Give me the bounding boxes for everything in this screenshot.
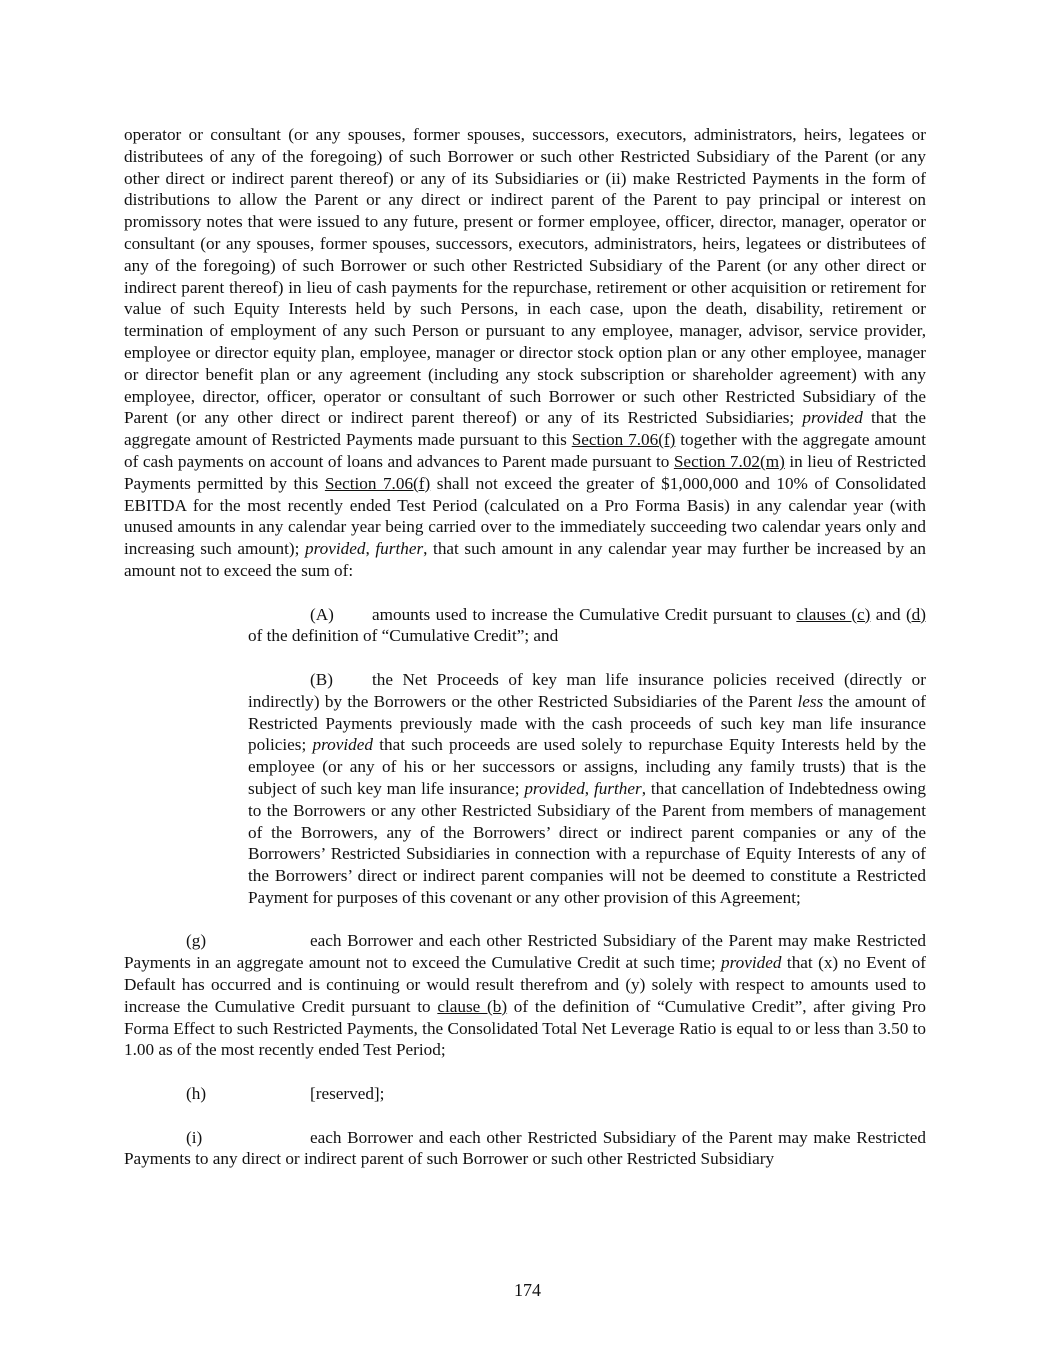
page-number: 174 bbox=[514, 1280, 541, 1300]
subclause-a: (A) amounts used to increase the Cumulative Credit pursuant to clauses (c) and (d) of the definition of “Cumulative Credit”; and bbox=[248, 604, 926, 646]
paragraph-intro: operator or consultant (or any spouses, former spouses, successors, executors, administrators, heirs, legatees or distributees of any of the foregoing) of such Borrower or such other Restricted Subsidiary of the Parent (or any other direct or indirect parent thereof) or any of its Subsidiaries or (ii) make Restricted Payments in the form of distributions to allow the Parent or any direct or indirect parent of the Parent to pay principal or interest on promissory notes that were issued to any future, present or former employee, officer, director, manager, operator or consultant (or any spouses, former spouses, successors, executors, administrators, heirs, legatees or distributees of any of the foregoing) of such Borrower or such other Restricted Subsidiary of the Parent (or any other direct or indirect parent thereof) in lieu of cash payments for the repurchase, retirement or other acquisition or retirement for value of such Equity Interests held by such Persons, in each case, upon the death, disability, retirement or termination of employment of any such Person or pursuant to any employee, manager, advisor, service provider, employee or director equity plan, employee, manager or director stock option plan or any other employee, manager or director benefit plan or any agreement (including any stock subscription or shareholder agreement) with any employee, director, officer, operator or consultant of such Borrower or such other Restricted Subsidiary of the Parent (or any other direct or indirect parent thereof) or any of its Restricted Subsidiaries; provided that the aggregate amount of Restricted Payments made pursuant to this Section 7.06(f) together with the aggregate amount of cash payments on account of loans and advances to Parent made pursuant to Section 7.02(m) in lieu of Restricted Payments permitted by this Section 7.06(f) shall not exceed the greater of $1,000,000 and 10% of Consolidated EBITDA for the most recently ended Test Period (calculated on a Pro Forma Basis) in any calendar year (with unused amounts in any calendar year being carried over to the immediately succeeding two calendar years only and increasing such amount); provided, further, that such amount in any calendar year may further be increased by an amount not to exceed the sum of: bbox=[124, 125, 926, 580]
document-page bbox=[124, 124, 926, 1170]
clause-i: (i) each Borrower and each other Restricted Subsidiary of the Parent may make Restricted Payments to any direct or indirect parent of such Borrower or such other Restricted Subsidiary bbox=[124, 1127, 926, 1169]
clause-ref-b: clause (b) bbox=[437, 996, 508, 1016]
section-ref-7-06f-2: Section 7.06(f) bbox=[324, 473, 431, 493]
subclause-b-label: (B) bbox=[310, 669, 333, 689]
subclause-a-label: (A) bbox=[310, 604, 334, 624]
clause-i-label: (i) bbox=[186, 1127, 203, 1147]
clause-g: (g) each Borrower and each other Restricted Subsidiary of the Parent may make Restricted Payments in an aggregate amount not to exceed the Cumulative Credit at such time; provided that (x) no Event of Default has occurred and is continuing or would result therefrom and (y) solely with respect to amounts used to increase the Cumulative Credit pursuant to clause (b) of the definition of “Cumulative Credit”, after giving Pro Forma Effect to such Restricted Payments, the Consolidated Total Net Leverage Ratio is equal to or less than 3.50 to 1.00 as of the most recently ended Test Period; bbox=[124, 931, 926, 1060]
section-ref-7-02m: Section 7.02(m) bbox=[673, 451, 785, 471]
section-ref-7-06f: Section 7.06(f) bbox=[571, 430, 676, 450]
clause-h: (h) [reserved]; bbox=[186, 1084, 385, 1104]
clause-g-label: (g) bbox=[186, 931, 207, 951]
clause-h-label: (h) bbox=[186, 1084, 207, 1104]
subclause-b: (B) the Net Proceeds of key man life insurance policies received (directly or indirectly) by the Borrowers or the other Restricted Subsidiaries of the Parent less the amount of Restricted Payments previously made with the cash proceeds of such key man life insurance policies; provided that such proceeds are used solely to repurchase Equity Interests held by the employee (or any of his or her successors or assigns, including any family trusts) that is the subject of such key man life insurance; provided, further, that cancellation of Indebtedness owing to the Borrowers or any other Restricted Subsidiary of the Parent from members of management of the Borrowers, any of the Borrowers’ direct or indirect parent companies or any of the Borrowers’ Restricted Subsidiaries in connection with a repurchase of Equity Interests of any of the Borrowers’ direct or indirect parent companies will not be deemed to constitute a Restricted Payment for purposes of this covenant or any other provision of this Agreement; bbox=[248, 669, 926, 907]
